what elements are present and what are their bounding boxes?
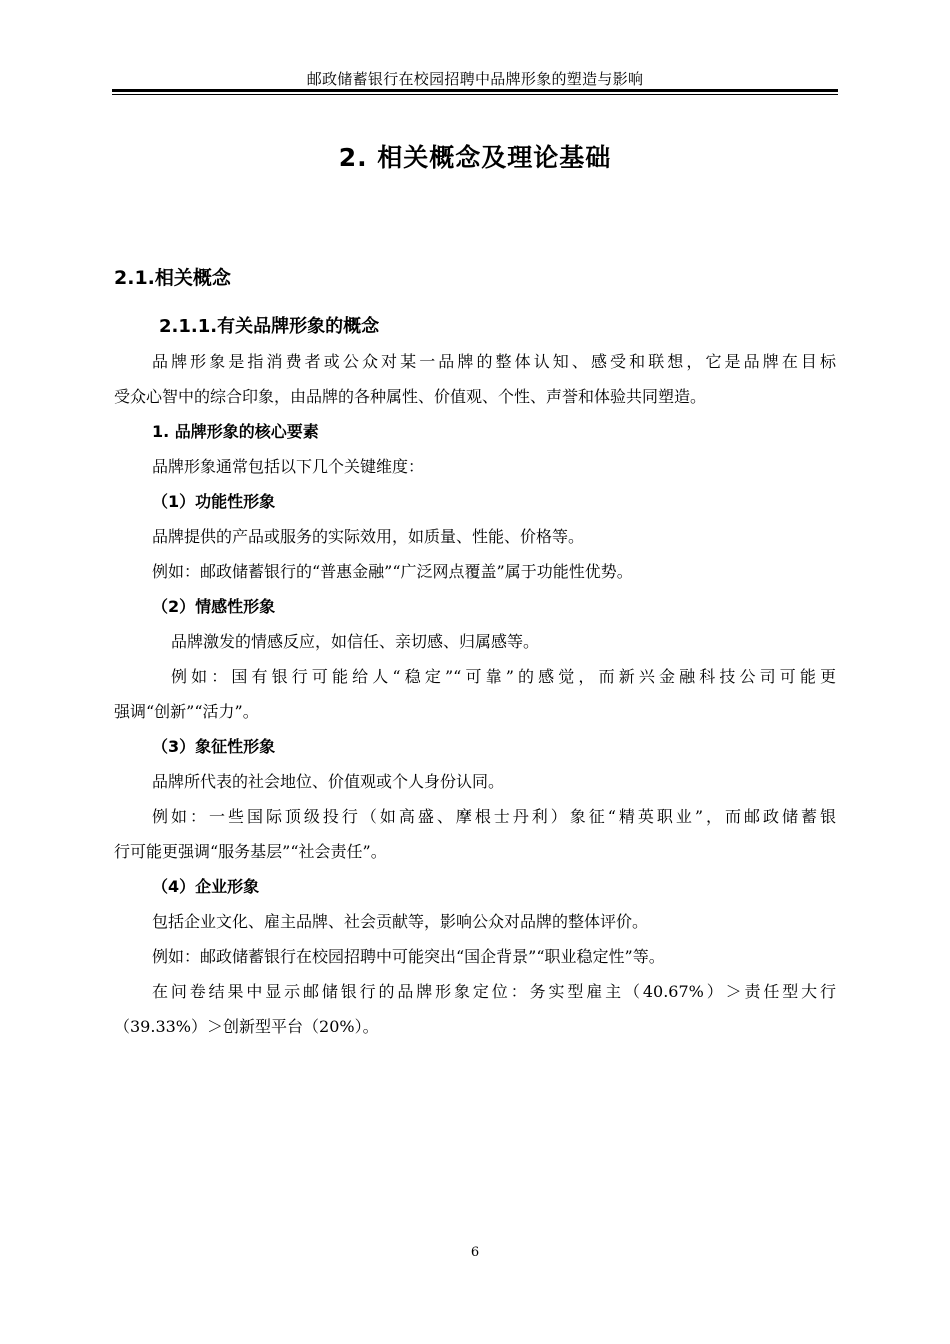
item-functional-example: 例如：邮政储蓄银行的“普惠金融”“广泛网点覆盖”属于功能性优势。 <box>152 562 633 581</box>
item-emotional-description: 品牌激发的情感反应，如信任、亲切感、归属感等。 <box>171 632 540 651</box>
core-elements-intro: 品牌形象通常包括以下几个关键维度： <box>152 457 425 476</box>
core-elements-heading: 1. 品牌形象的核心要素 <box>152 422 319 441</box>
item-corporate-description: 包括企业文化、雇主品牌、社会贡献等，影响公众对品牌的整体评价。 <box>152 912 649 931</box>
item-emotional-example-line-1: 例如：国有银行可能给人“稳定”“可靠”的感觉，而新兴金融科技公司可能更 <box>171 667 836 686</box>
header-title: 邮政储蓄银行在校园招聘中品牌形象的塑造与影响 <box>306 70 644 88</box>
item-symbolic-description: 品牌所代表的社会地位、价值观或个人身份认同。 <box>152 772 505 791</box>
chapter-title: 2. 相关概念及理论基础 <box>338 143 612 172</box>
page-header <box>112 70 838 94</box>
section-title: 2.1.相关概念 <box>114 267 231 289</box>
survey-result-line-2: （39.33%）＞创新型平台（20%）。 <box>114 1017 379 1036</box>
item-symbolic-heading: （3）象征性形象 <box>152 737 276 756</box>
page-number: 6 <box>470 1245 480 1260</box>
item-symbolic-example-line-2: 行可能更强调“服务基层”“社会责任”。 <box>114 842 387 861</box>
item-emotional-example-line-2: 强调“创新”“活力”。 <box>114 702 259 721</box>
paragraph-intro-line-1: 品牌形象是指消费者或公众对某一品牌的整体认知、感受和联想，它是品牌在目标 <box>152 352 836 371</box>
subsection-title: 2.1.1.有关品牌形象的概念 <box>159 316 380 337</box>
paragraph-intro-line-2: 受众心智中的综合印象，由品牌的各种属性、价值观、个性、声誉和体验共同塑造。 <box>114 387 707 406</box>
item-corporate-heading: （4）企业形象 <box>152 877 260 896</box>
item-functional-description: 品牌提供的产品或服务的实际效用，如质量、性能、价格等。 <box>152 527 585 546</box>
item-symbolic-example-line-1: 例如：一些国际顶级投行（如高盛、摩根士丹利）象征“精英职业”，而邮政储蓄银 <box>152 807 836 826</box>
survey-result-line-1: 在问卷结果中显示邮储银行的品牌形象定位：务实型雇主（40.67%）＞责任型大行 <box>152 982 836 1001</box>
item-functional-heading: （1）功能性形象 <box>152 492 276 511</box>
header-rule-thick <box>112 89 838 92</box>
header-rule-thin <box>112 94 838 95</box>
item-emotional-heading: （2）情感性形象 <box>152 597 276 616</box>
item-corporate-example: 例如：邮政储蓄银行在校园招聘中可能突出“国企背景”“职业稳定性”等。 <box>152 947 665 966</box>
